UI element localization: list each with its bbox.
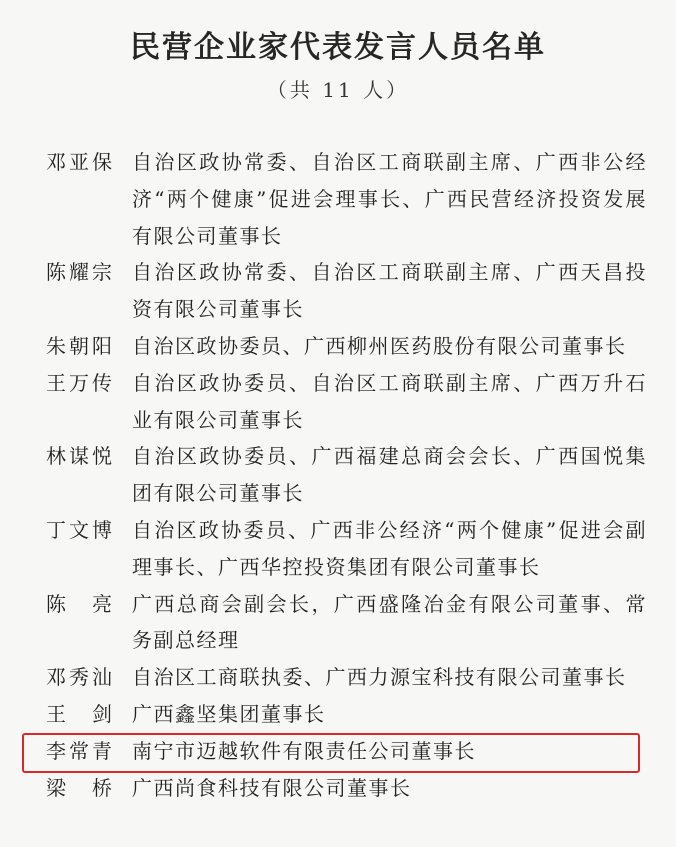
list-item (0, 328, 676, 365)
list-item (0, 438, 676, 512)
person-role: 自治区政协委员、自治区工商联副主席、广西万升石业有限公司董事长 (132, 370, 647, 432)
document-subtitle: （共 11 人） (266, 78, 410, 102)
person-name: 陈耀宗 (46, 260, 115, 285)
person-role: 广西总商会副会长，广西盛隆冶金有限公司董事、常务副总经理 (132, 591, 647, 653)
list-item (0, 770, 676, 807)
list-item (0, 365, 676, 439)
person-role: 自治区工商联执委、广西力源宝科技有限公司董事长 (132, 665, 627, 690)
person-name: 李常青 (46, 738, 115, 763)
person-role: 自治区政协常委、自治区工商联副主席、广西非公经济“两个健康”促进会理事长、广西民营经济投资发展有限公司董事长 (132, 150, 647, 248)
highlighted-list-item (0, 733, 676, 770)
list-item (0, 512, 676, 586)
person-name: 邓秀汕 (46, 665, 115, 690)
person-role: 南宁市迈越软件有限责任公司董事长 (132, 738, 476, 763)
person-name: 陈 亮 (46, 591, 115, 616)
list-item (0, 144, 676, 254)
person-name: 王 剑 (46, 701, 115, 726)
speaker-list (0, 144, 676, 806)
list-item (0, 254, 676, 328)
person-name: 丁文博 (46, 517, 115, 542)
person-name: 邓亚保 (46, 150, 115, 174)
list-item (0, 696, 676, 733)
person-name: 朱朝阳 (46, 333, 115, 358)
person-role: 自治区政协常委、自治区工商联副主席、广西天昌投资有限公司董事长 (132, 260, 647, 322)
person-name: 王万传 (46, 370, 115, 395)
person-role: 广西尚食科技有限公司董事长 (132, 775, 412, 800)
person-role: 自治区政协委员、广西福建总商会会长、广西国悦集团有限公司董事长 (132, 444, 647, 506)
person-name: 梁 桥 (46, 775, 115, 800)
person-name: 林谋悦 (46, 444, 115, 469)
person-role: 自治区政协委员、广西柳州医药股份有限公司董事长 (132, 333, 627, 358)
list-item (0, 659, 676, 696)
person-role: 自治区政协委员、广西非公经济“两个健康”促进会副理事长、广西华控投资集团有限公司董事长 (132, 517, 647, 579)
person-role: 广西鑫坚集团董事长 (132, 701, 326, 726)
list-item (0, 586, 676, 660)
document-title: 民营企业家代表发言人员名单 (130, 30, 546, 65)
